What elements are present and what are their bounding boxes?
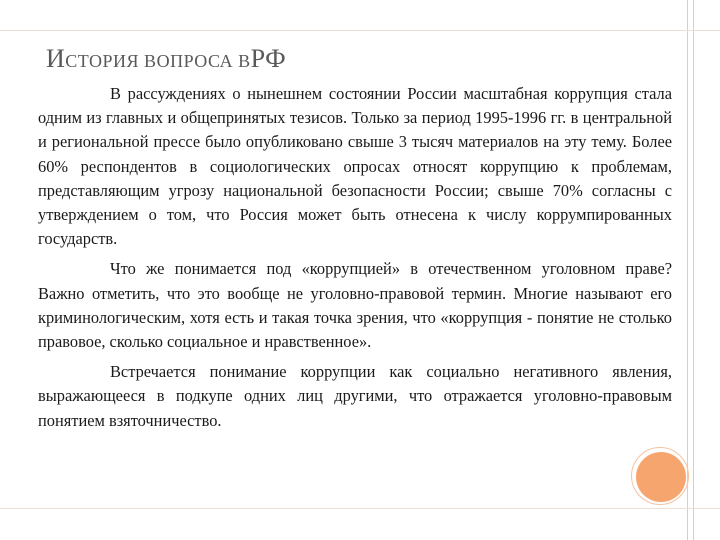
paragraph-2: Что же понимается под «коррупцией» в отечественном уголовном праве? Важно отметить, что это вообще не уголовно-правовой термин. Многие называют его криминологическим, хотя есть и такая точка зрения, что «коррупция - понятие не столько правовое, сколько социальное и нравственное». bbox=[38, 259, 672, 352]
title-first-letter: И bbox=[46, 44, 66, 73]
title-end: РФ bbox=[250, 44, 287, 73]
slide-title bbox=[46, 44, 286, 74]
frame-line-bottom bbox=[0, 508, 720, 509]
frame-line-top bbox=[0, 30, 720, 31]
frame-line-vertical-inner bbox=[693, 0, 694, 540]
slide-body bbox=[38, 82, 672, 439]
decorative-circle bbox=[636, 452, 686, 502]
paragraph-1: В рассуждениях о нынешнем состоянии России масштабная коррупция стала одним из главных и общепринятых тезисов. Только за период 1995-1996 гг. в центральной и региональной прессе было опубликовано свыше 3 тысяч материалов на эту тему. Более 60% респондентов в социологических опросах относят коррупцию к проблемам, представляющим угрозу национальной безопасности России; свыше 70% согласны с утверждением о том, что Россия может быть отнесена к числу коррумпированных государств. bbox=[38, 84, 672, 249]
frame-line-vertical-outer bbox=[687, 0, 688, 540]
paragraph-3: Встречается понимание коррупции как социально негативного явления, выражающееся в подкупе одних лиц другими, что отражается уголовно-правовым понятием взяточничество. bbox=[38, 362, 672, 430]
title-middle: СТОРИЯ ВОПРОСА В bbox=[65, 51, 251, 71]
